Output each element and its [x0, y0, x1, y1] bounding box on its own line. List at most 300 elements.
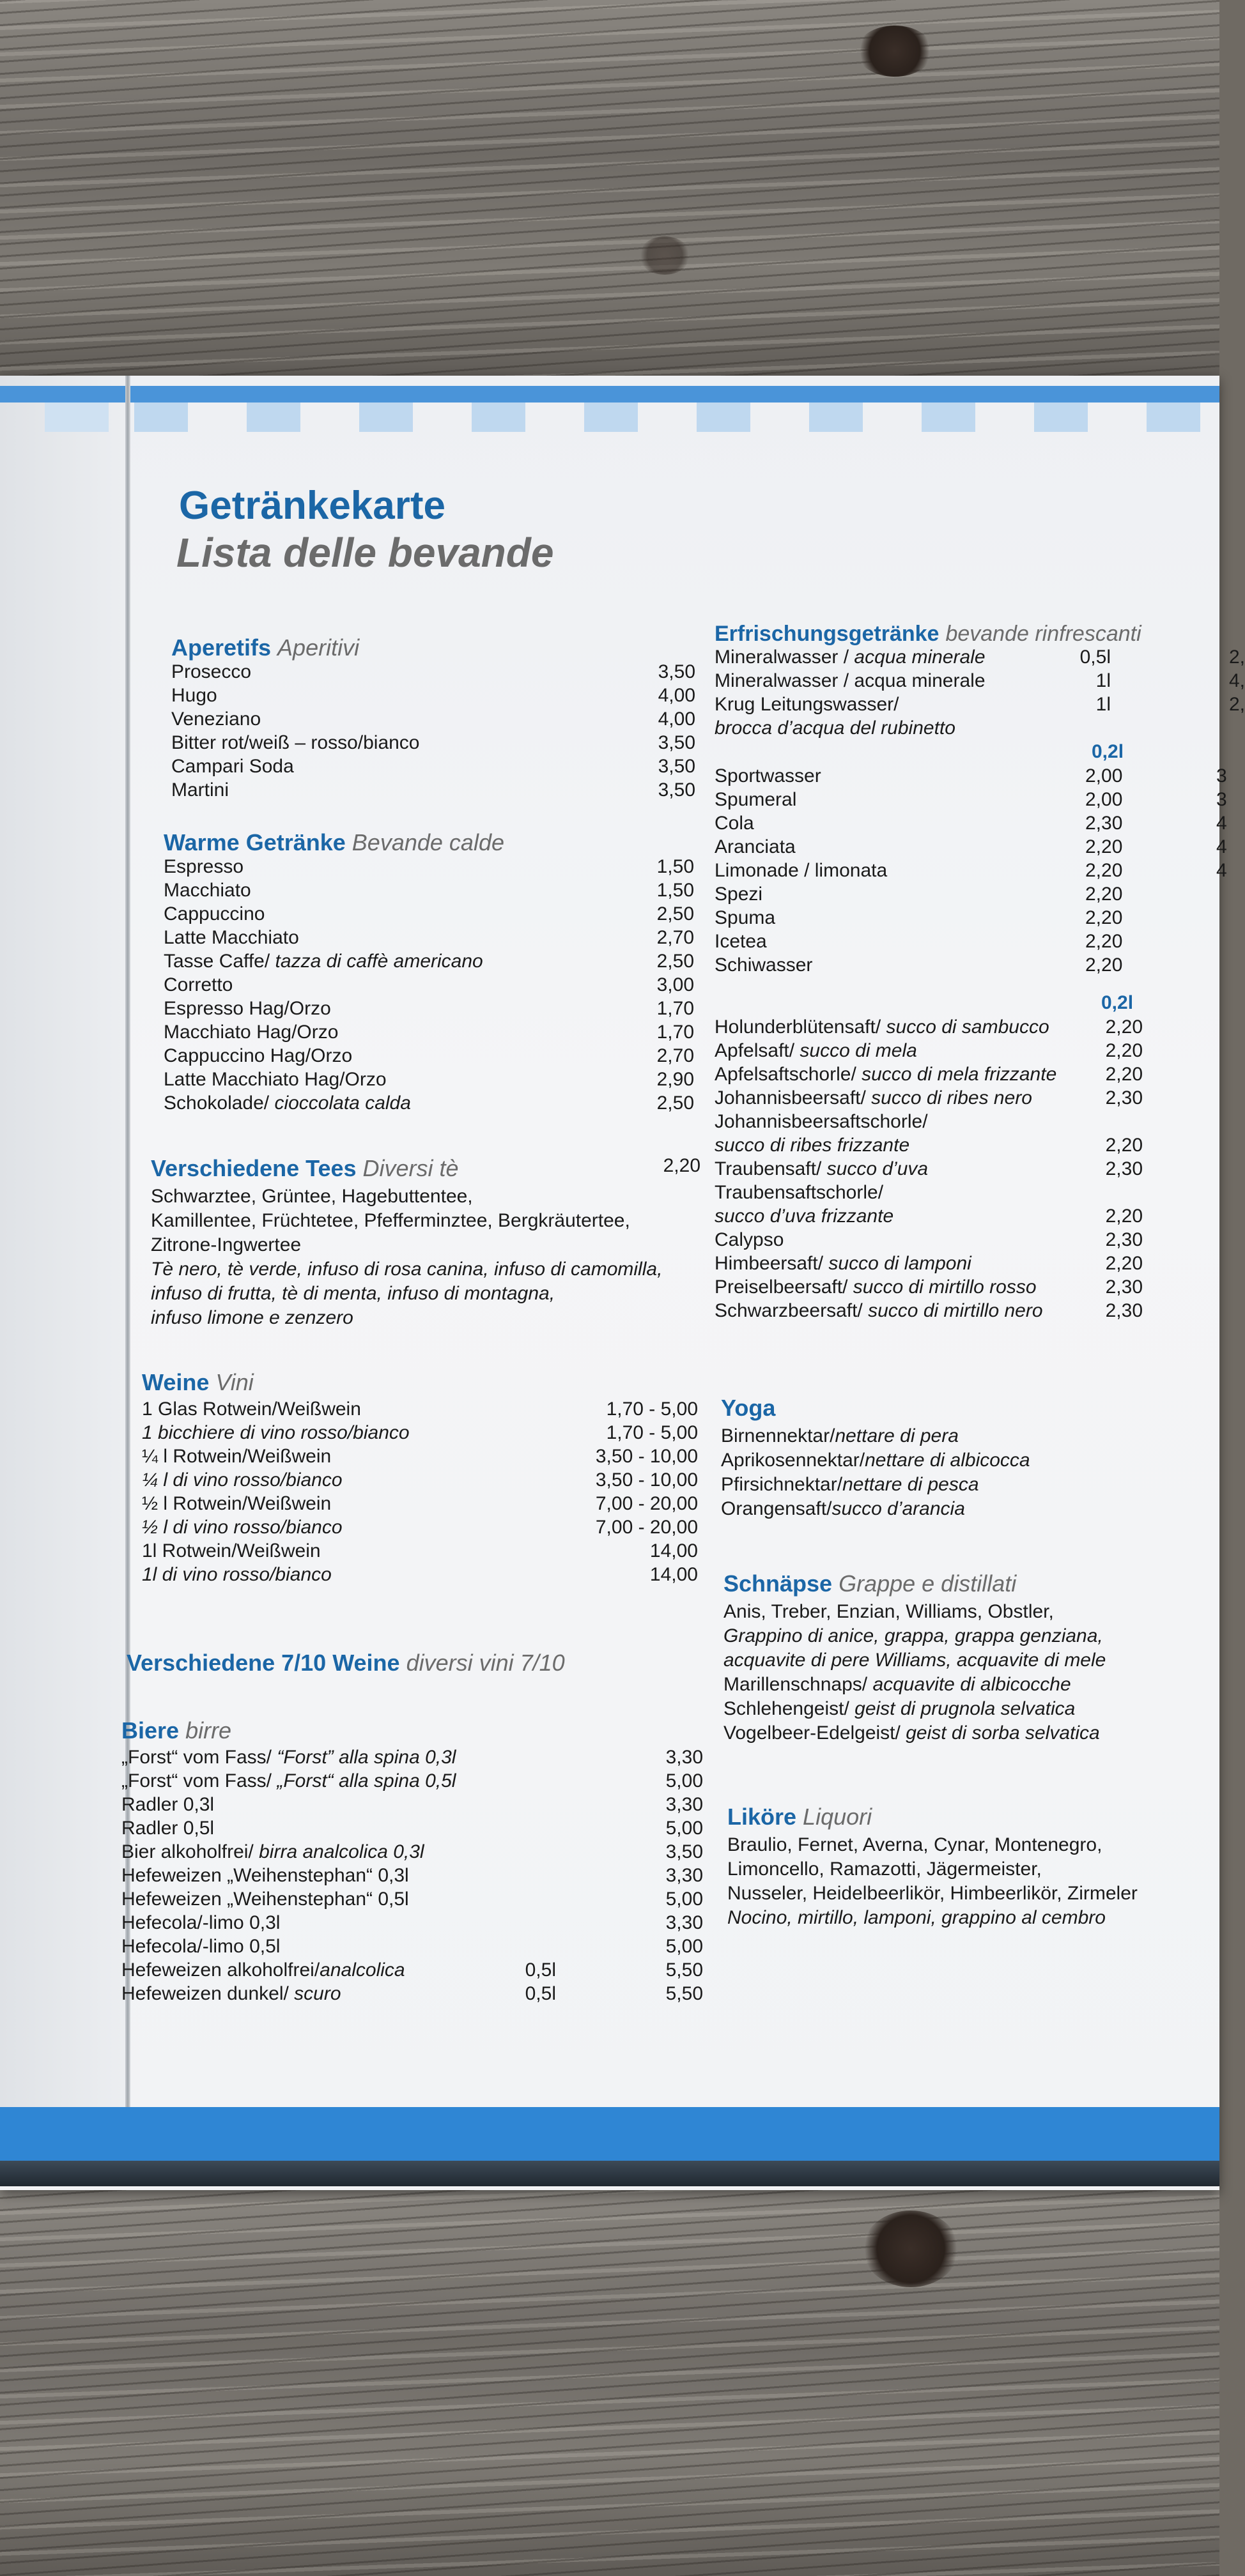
item-name — [715, 670, 986, 692]
item-price: 2,00 — [1085, 765, 1123, 786]
menu-item-row — [715, 1087, 1219, 1111]
menu-item-row — [164, 880, 694, 903]
item-name — [164, 856, 244, 878]
item-name: Spuma — [715, 907, 776, 928]
item-name — [121, 1841, 424, 1863]
item-price: 2,30 — [1085, 813, 1123, 834]
item-name-de: Hefeweizen „Weihenstephan“ 0,5l — [121, 1889, 409, 1910]
section-tees — [151, 1155, 700, 1330]
item-name-de: Latte Macchiato Hag/Orzo — [164, 1069, 387, 1090]
item-price-1l: 4 — [1216, 813, 1227, 834]
menu-line — [723, 1624, 1209, 1648]
item-list — [121, 1747, 703, 2007]
item-name — [171, 756, 294, 778]
section-heading-row — [151, 1155, 700, 1184]
item-price: 2,20 — [1085, 907, 1123, 928]
menu-item-row — [715, 1040, 1219, 1064]
item-name-it: succo di sambucco — [886, 1016, 1049, 1038]
item-price: 1,70 — [656, 998, 694, 1019]
item-name — [715, 1158, 928, 1180]
item-name — [715, 1300, 1043, 1322]
menu-item-row — [121, 1794, 703, 1818]
item-price: 2,70 — [656, 1045, 694, 1066]
item-price: 2,20 — [663, 1155, 700, 1176]
item-name — [142, 1540, 321, 1562]
item-name-it: succo di ribes nero — [871, 1087, 1032, 1108]
tea-list-it: infuso di frutta, tè di menta, infuso di montagna, — [151, 1283, 555, 1304]
item-name-it: „Forst“ alla spina 0,5l — [277, 1770, 456, 1791]
section-weine — [142, 1369, 698, 1588]
menu-line — [727, 1882, 1219, 1906]
menu-item-row — [121, 1770, 703, 1794]
item-list — [715, 1016, 1219, 1324]
item-price: 2, — [1228, 647, 1245, 668]
tea-list-de: Zitrone-Ingwertee — [151, 1234, 302, 1255]
section-heading: Aperetifs Aperitivi — [171, 634, 360, 661]
item-price: 1,70 — [656, 1022, 694, 1043]
menu-item-row — [171, 756, 695, 779]
item-list — [171, 661, 695, 803]
section-heading: Schnäpse Grappe e distillati — [723, 1570, 1017, 1597]
menu-item-row — [715, 1135, 1219, 1158]
item-name-it: cioccolata calda — [274, 1092, 411, 1114]
item-price: 3,50 — [658, 732, 695, 753]
item-name-de: Anis, Treber, Enzian, Williams, Obstler, — [723, 1601, 1054, 1622]
menu-item-row — [715, 1111, 1219, 1135]
item-price: 1,50 — [656, 856, 694, 877]
item-price: 2,20 — [1105, 1016, 1143, 1038]
tea-list-de: Schwarztee, Grüntee, Hagebuttentee, — [151, 1186, 473, 1207]
item-name-de: Cappuccino Hag/Orzo — [164, 1045, 353, 1066]
item-name — [121, 1983, 341, 2005]
item-name-it: Nocino, mirtillo, lamponi, grappino al cembro — [727, 1907, 1106, 1928]
item-name — [715, 717, 955, 739]
menu-item-row — [715, 813, 1227, 836]
item-list — [715, 647, 1245, 741]
section-heading: Verschiedene Tees Diversi tè — [151, 1155, 459, 1181]
menu-line — [721, 1473, 1207, 1497]
item-name-de: ½ l Rotwein/Weißwein — [142, 1493, 332, 1514]
item-name-it: ½ l di vino rosso/bianco — [142, 1517, 343, 1538]
menu-item-row — [142, 1469, 698, 1493]
item-name-de: Corretto — [164, 974, 233, 995]
item-name — [142, 1469, 343, 1491]
item-name-de: Campari Soda — [171, 756, 294, 777]
left-page-edge — [0, 376, 125, 2139]
item-name-it: nettare di pesca — [842, 1474, 979, 1495]
item-list — [727, 1833, 1219, 1930]
menu-item-row — [715, 1182, 1219, 1206]
item-name: Cola — [715, 813, 754, 834]
item-name-de: Tasse Caffe/ — [164, 951, 275, 972]
item-name-de: Preiselbeersaft/ — [715, 1276, 853, 1298]
item-name-de: Vogelbeer-Edelgeist/ — [723, 1722, 906, 1744]
item-name — [164, 880, 251, 901]
item-name — [142, 1564, 332, 1586]
menu-item-row — [715, 1016, 1219, 1040]
item-name — [164, 1045, 352, 1067]
menu-item-row — [715, 1064, 1219, 1087]
item-name-it: succo di mirtillo rosso — [853, 1276, 1037, 1298]
item-price-1l: 3 — [1216, 789, 1227, 810]
menu-item-row — [715, 694, 1245, 717]
item-name — [715, 1016, 1049, 1038]
item-name-de: Radler 0,5l — [121, 1818, 215, 1839]
item-name-it: ¼ l di vino rosso/bianco — [142, 1469, 343, 1491]
item-price: 3,50 — [658, 779, 695, 801]
menu-item-row — [142, 1422, 698, 1446]
menu-item-row — [121, 1983, 703, 2007]
item-name-de: Latte Macchiato — [164, 927, 299, 948]
item-name-de: „Forst“ vom Fass/ — [121, 1747, 277, 1768]
bottom-blue-band — [0, 2107, 1219, 2161]
item-name-de: Espresso — [164, 856, 244, 877]
item-name-de: Hugo — [171, 685, 217, 706]
item-price: 1,70 - 5,00 — [606, 1399, 698, 1420]
item-price: 2,20 — [1085, 954, 1123, 976]
menu-item-row — [715, 670, 1245, 694]
item-price: 3,50 — [658, 661, 695, 682]
menu-line — [727, 1906, 1219, 1930]
item-name-de: Apfelsaftschorle/ — [715, 1064, 862, 1085]
item-name: Limonade / limonata — [715, 860, 888, 881]
item-name-de: Holunderblütensaft/ — [715, 1016, 886, 1038]
item-price: 1,70 - 5,00 — [606, 1422, 698, 1443]
item-name-de: Martini — [171, 779, 229, 801]
menu-item-row — [715, 954, 1219, 978]
item-price: 3,30 — [665, 1747, 703, 1768]
tea-list-de: Kamillentee, Früchtetee, Pfefferminztee, Bergkräutertee, — [151, 1210, 630, 1231]
item-name-de: 1l Rotwein/Weißwein — [142, 1540, 321, 1561]
item-price: 3,30 — [665, 1794, 703, 1815]
item-name-de: Johannisbeersaft/ — [715, 1087, 872, 1108]
menu-item-row — [171, 661, 695, 685]
item-price: 2,20 — [1085, 884, 1123, 905]
menu-item-row — [715, 647, 1245, 670]
wood-knot — [856, 26, 933, 77]
item-price: 2,20 — [1105, 1253, 1143, 1274]
menu-item-row — [171, 709, 695, 732]
item-name-it: acquavite di albicocche — [872, 1674, 1071, 1695]
item-name-de: Birnennektar/ — [721, 1425, 835, 1446]
item-name — [171, 709, 261, 730]
item-name-it: geist di sorba selvatica — [906, 1722, 1100, 1744]
checker-pattern — [134, 402, 1219, 432]
item-name-de: Schwarzbeersaft/ — [715, 1300, 869, 1321]
section-heading: Liköre Liquori — [727, 1804, 872, 1830]
item-name-de: 1 Glas Rotwein/Weißwein — [142, 1399, 361, 1420]
item-name-it: 1l di vino rosso/bianco — [142, 1564, 332, 1585]
section-heading: Weine Vini — [142, 1369, 254, 1395]
section-heading: Warme Getränke Bevande calde — [164, 829, 504, 855]
menu-item-row — [715, 1229, 1219, 1253]
item-name-it: scuro — [294, 1983, 341, 2004]
item-name-it: geist di prugnola selvatica — [854, 1698, 1076, 1719]
item-name — [121, 1912, 280, 1934]
menu-item-row — [715, 907, 1219, 931]
item-price: 2,50 — [656, 1092, 694, 1114]
item-price: 2,20 — [1085, 836, 1123, 857]
menu-item-row — [164, 974, 694, 998]
item-price: 2,20 — [1085, 931, 1123, 952]
item-price: 3,50 — [658, 756, 695, 777]
item-name — [715, 1087, 1032, 1109]
item-price: 2,30 — [1105, 1300, 1143, 1321]
menu-item-row — [121, 1912, 703, 1936]
menu-line — [727, 1857, 1219, 1882]
menu-item-row — [164, 951, 694, 974]
item-name-de: Nusseler, Heidelbeerlikör, Himbeerlikör, Zirmeler — [727, 1883, 1138, 1904]
menu-item-row — [715, 1276, 1219, 1300]
menu-item-row — [142, 1517, 698, 1540]
menu-item-row — [121, 1841, 703, 1865]
item-name — [142, 1399, 361, 1420]
item-price: 3,50 - 10,00 — [595, 1446, 698, 1467]
item-name — [171, 779, 229, 801]
item-quantity: 1l — [1095, 670, 1111, 691]
item-price: 4,00 — [658, 709, 695, 730]
item-price: 2,00 — [1085, 789, 1123, 810]
item-quantity: 1l — [1095, 694, 1111, 715]
tea-list — [151, 1184, 700, 1330]
item-name: Schiwasser — [715, 954, 813, 976]
section-warme-getraenke — [164, 829, 694, 1116]
menu-item-row — [142, 1540, 698, 1564]
menu-line — [723, 1648, 1209, 1673]
item-price: 1,50 — [656, 880, 694, 901]
menu-item-row — [715, 884, 1219, 907]
item-quantity: 0,5l — [525, 1959, 556, 1981]
item-name-de: Radler 0,3l — [121, 1794, 215, 1815]
menu-item-row — [164, 1022, 694, 1045]
item-name: Spumeral — [715, 789, 797, 810]
item-price-1l: 4 — [1216, 860, 1227, 881]
item-name — [121, 1794, 214, 1816]
item-name — [715, 1253, 971, 1275]
menu-item-row — [715, 1158, 1219, 1182]
item-list — [715, 765, 1227, 978]
item-price: 5,00 — [665, 1818, 703, 1839]
item-name-it: succo di mela — [800, 1040, 917, 1061]
item-name — [715, 1229, 784, 1251]
tea-list-it: infuso limone e zenzero — [151, 1307, 353, 1328]
item-name: Icetea — [715, 931, 767, 952]
item-name — [715, 1111, 928, 1133]
item-name — [715, 647, 986, 668]
item-name-de: Macchiato Hag/Orzo — [164, 1022, 339, 1043]
menu-item-row — [715, 789, 1227, 813]
menu-item-row — [715, 860, 1227, 884]
item-price: 2,20 — [1105, 1040, 1143, 1061]
item-quantity: 0,5l — [1079, 647, 1111, 668]
item-price: 2,20 — [1105, 1206, 1143, 1227]
menu-item-row — [171, 732, 695, 756]
menu-item-row — [715, 1253, 1219, 1276]
item-name — [715, 1206, 893, 1227]
item-name — [715, 1040, 917, 1062]
item-name-it: “Forst” alla spina 0,3l — [277, 1747, 456, 1768]
item-name-de: Johannisbeersaftschorle/ — [715, 1111, 928, 1132]
item-price: 2,30 — [1105, 1276, 1143, 1298]
item-name-de: Apfelsaft/ — [715, 1040, 800, 1061]
item-name-it: Grappino di anice, grappa, grappa genziana, — [723, 1625, 1103, 1646]
item-name-de: Prosecco — [171, 661, 252, 682]
item-name-de: Hefecola/-limo 0,5l — [121, 1936, 281, 1957]
item-name-de: Marillenschnaps/ — [723, 1674, 873, 1695]
item-name-de: Schokolade/ — [164, 1092, 275, 1114]
menu-title: Getränkekarte — [179, 484, 446, 528]
item-name — [171, 661, 251, 683]
section-weine-7-10 — [127, 1650, 702, 1676]
item-name — [715, 1276, 1037, 1298]
item-price-1l: 3 — [1216, 765, 1227, 786]
menu-item-row — [164, 1045, 694, 1069]
item-name — [164, 1069, 387, 1091]
menu-item-row — [164, 1092, 694, 1116]
item-name-de: ¼ l Rotwein/Weißwein — [142, 1446, 332, 1467]
item-name-it: succo d’arancia — [831, 1498, 965, 1519]
item-name-it: 1 bicchiere di vino rosso/bianco — [142, 1422, 410, 1443]
item-quantity: 0,5l — [525, 1983, 556, 2004]
item-name — [164, 903, 265, 925]
menu-item-row — [164, 927, 694, 951]
menu-item-row — [164, 998, 694, 1022]
item-name-de: Hefeweizen „Weihenstephan“ 0,3l — [121, 1865, 409, 1886]
menu-item-row — [142, 1493, 698, 1517]
item-price: 3,00 — [656, 974, 694, 995]
item-price: 3,50 - 10,00 — [595, 1469, 698, 1491]
item-price: 4,00 — [658, 685, 695, 706]
item-name — [121, 1865, 409, 1887]
item-name-de: Bitter rot/weiß – rosso/bianco — [171, 732, 420, 753]
item-name-de: Traubensaftschorle/ — [715, 1182, 884, 1203]
item-name-de: Orangensaft/ — [721, 1498, 832, 1519]
menu-item-row — [715, 931, 1219, 954]
item-name — [121, 1770, 456, 1792]
menu-item-row — [121, 1936, 703, 1959]
item-name — [164, 1022, 338, 1043]
item-name — [715, 1135, 909, 1156]
item-name — [142, 1446, 331, 1468]
section-heading: Yoga — [721, 1395, 776, 1421]
section-heading: Verschiedene 7/10 Weine diversi vini 7/10 — [127, 1650, 565, 1676]
section-schnaepse — [723, 1570, 1209, 1745]
item-name-it: nettare di albicocca — [865, 1450, 1030, 1471]
item-price: 3,30 — [665, 1865, 703, 1886]
item-price: 2,30 — [1105, 1158, 1143, 1179]
section-aperetifs — [171, 634, 695, 803]
item-price: 2,30 — [1105, 1087, 1143, 1108]
item-name — [121, 1889, 409, 1910]
menu-item-row — [171, 685, 695, 709]
item-name — [164, 1092, 411, 1114]
menu-line — [721, 1424, 1207, 1448]
item-name — [715, 1064, 1056, 1085]
item-price: 2,20 — [1105, 1064, 1143, 1085]
item-price: 2,20 — [1085, 860, 1123, 881]
item-price: 7,00 - 20,00 — [595, 1493, 698, 1514]
item-name — [715, 694, 899, 716]
item-price: 2,30 — [1105, 1229, 1143, 1250]
item-name-it: analcolica — [320, 1959, 405, 1981]
item-name — [121, 1959, 405, 1981]
item-price: 5,00 — [665, 1889, 703, 1910]
item-list — [723, 1600, 1209, 1745]
section-yoga — [721, 1395, 1207, 1521]
menu-item-row — [121, 1747, 703, 1770]
item-name-it: succo d’uva — [826, 1158, 929, 1179]
item-name — [142, 1422, 410, 1444]
section-heading: Erfrischungsgetränke bevande rinfrescanti — [715, 622, 1141, 646]
item-name — [164, 998, 331, 1020]
top-blue-band — [0, 386, 1219, 402]
section-biere — [121, 1717, 703, 2007]
menu-subtitle: Lista delle bevande — [176, 530, 554, 576]
menu-item-row — [142, 1446, 698, 1469]
item-name-it: acquavite di pere Williams, acquavite di mele — [723, 1650, 1106, 1671]
item-name: Sportwasser — [715, 765, 821, 786]
item-name — [164, 951, 483, 972]
item-name-de: Veneziano — [171, 709, 261, 730]
menu-item-row — [121, 1959, 703, 1983]
item-name-de: Bier alkoholfrei/ — [121, 1841, 259, 1862]
item-name-de: Mineralwasser / acqua minerale — [715, 670, 986, 691]
item-name-de: Schlehengeist/ — [723, 1698, 855, 1719]
item-name — [171, 685, 217, 707]
item-name-it: succo di lamponi — [828, 1253, 971, 1274]
drinks-menu-card — [0, 376, 1245, 2190]
menu-item-row — [121, 1818, 703, 1841]
item-name-de: Krug Leitungswasser/ — [715, 694, 899, 715]
item-name-de: Hefeweizen dunkel/ — [121, 1983, 295, 2004]
item-price: 5,50 — [665, 1959, 703, 1981]
wood-knot — [639, 236, 690, 275]
menu-line — [723, 1673, 1209, 1697]
item-name: Aranciata — [715, 836, 796, 857]
menu-item-row — [171, 779, 695, 803]
item-name-de: Hefecola/-limo 0,3l — [121, 1912, 281, 1933]
item-name-de: Macchiato — [164, 880, 251, 901]
item-price: 2,50 — [656, 903, 694, 924]
menu-line — [721, 1497, 1207, 1521]
item-name-de: Cappuccino — [164, 903, 265, 924]
item-name — [121, 1936, 280, 1958]
section-likoere — [727, 1804, 1219, 1930]
item-name-de: Espresso Hag/Orzo — [164, 998, 331, 1019]
item-name-de: Pfirsichnektar/ — [721, 1474, 843, 1495]
item-price: 5,00 — [665, 1936, 703, 1957]
item-price: 14,00 — [649, 1564, 698, 1585]
menu-item-row — [715, 1300, 1219, 1324]
item-name — [142, 1493, 331, 1515]
item-name — [164, 974, 233, 996]
item-name-de: „Forst“ vom Fass/ — [121, 1770, 277, 1791]
menu-item-row — [142, 1564, 698, 1588]
menu-item-row — [164, 1069, 694, 1092]
item-name-it: succo d’uva frizzante — [715, 1206, 894, 1227]
item-name-de: Limoncello, Ramazotti, Jägermeister, — [727, 1859, 1042, 1880]
item-name-de: Traubensaft/ — [715, 1158, 827, 1179]
item-name-it: nettare di pera — [835, 1425, 959, 1446]
menu-item-row — [121, 1889, 703, 1912]
item-name — [171, 732, 420, 754]
item-price: 2, — [1228, 694, 1245, 715]
item-name — [142, 1517, 343, 1538]
item-price: 4, — [1228, 670, 1245, 691]
item-price: 2,90 — [656, 1069, 694, 1090]
menu-item-row — [715, 765, 1227, 789]
item-name-it: birra analcolica 0,3l — [259, 1841, 424, 1862]
